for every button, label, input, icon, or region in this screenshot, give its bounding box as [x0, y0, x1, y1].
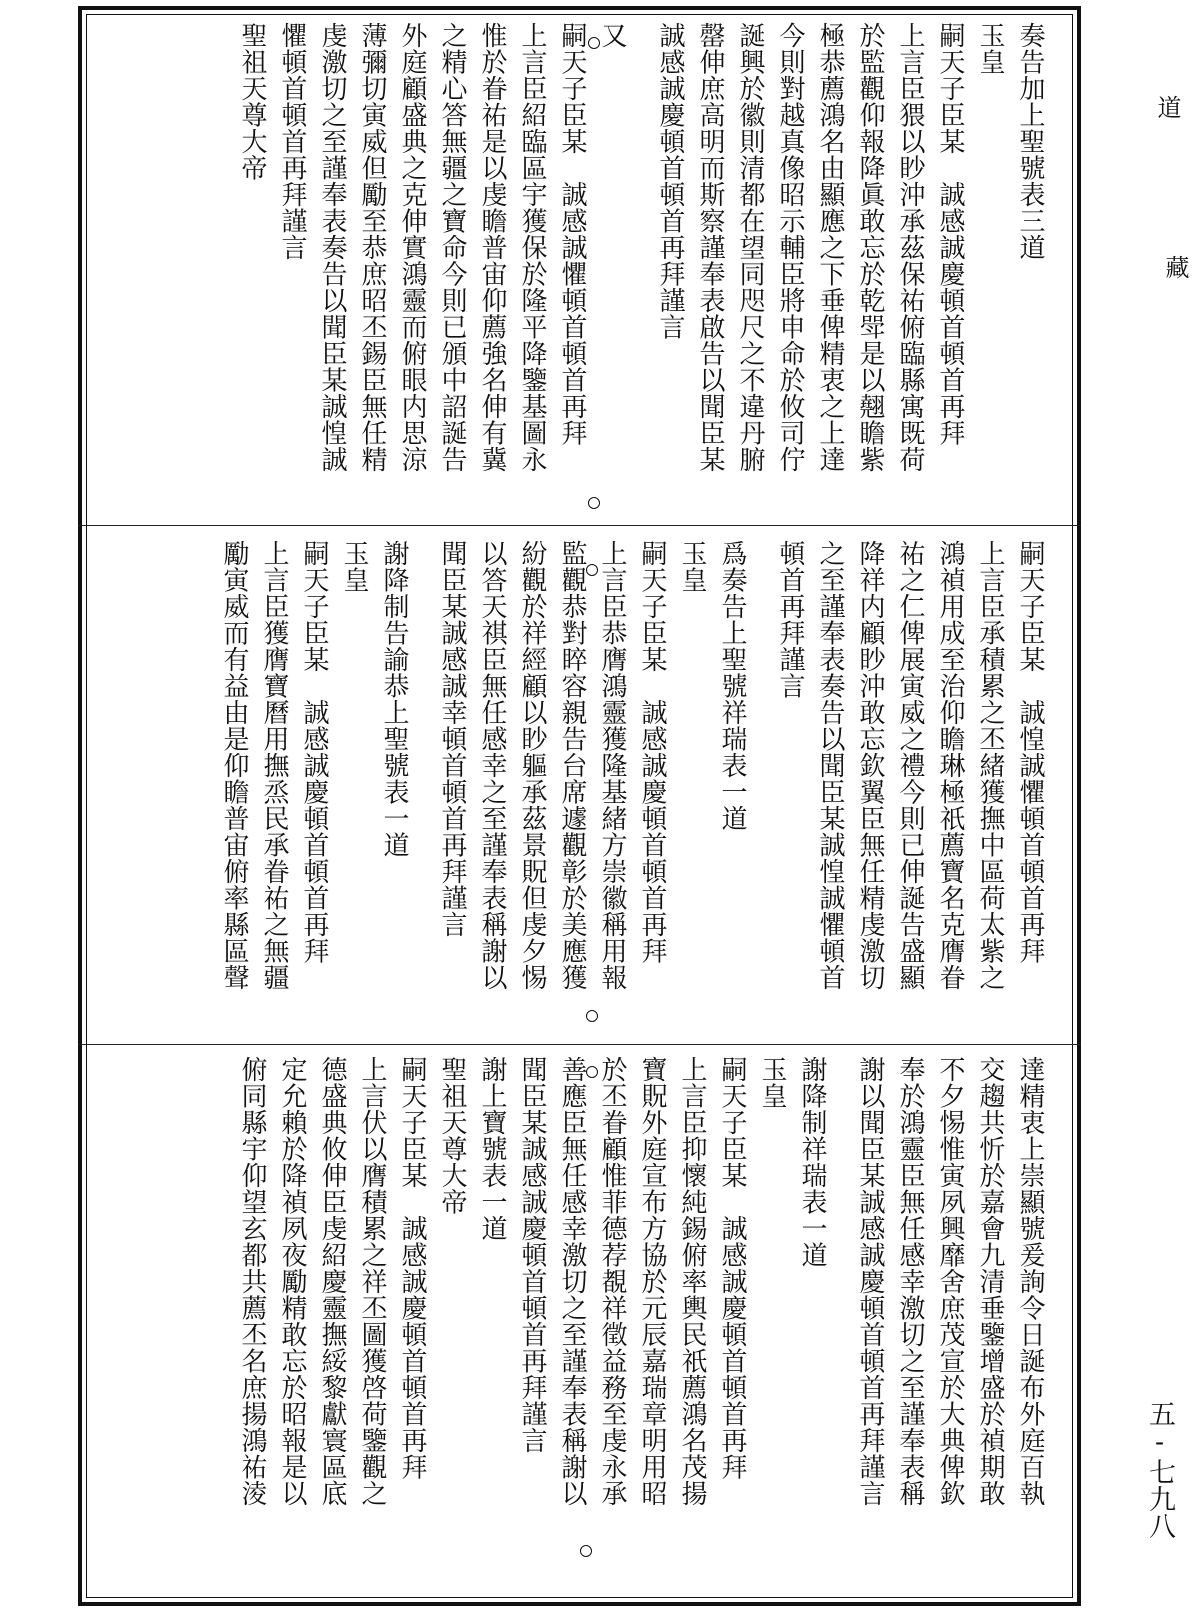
text-column: 謝降制祥瑞表一道 — [797, 1056, 827, 1268]
text-register-bottom — [90, 1056, 1050, 1596]
text-column: 嗣天子臣某 誠惶誠懼頓首頓首再拜 — [1015, 540, 1045, 964]
text-column: 聖祖天尊大帝 — [437, 1056, 467, 1215]
text-column: 奉於鴻靈臣無任感幸激切之至謹奉表稱 — [895, 1056, 925, 1507]
text-column: 頓首再拜謹言 — [775, 540, 805, 699]
text-column — [414, 540, 432, 1034]
text-column: 聞臣某誠感誠慶頓首頓首再拜謹言 — [517, 1056, 547, 1454]
text-column: 善應臣無任感幸激切之至謹奉表稱謝以 — [557, 1056, 587, 1507]
text-column: 外庭顧盛典之克伸實鴻靈而俯眼内思涼 — [397, 22, 427, 473]
text-column: 虔激切之至謹奉表奏告以聞臣某誠惶誠 — [317, 22, 347, 473]
text-column: 降祥内顧眇沖敢忘欽翼臣無任精虔激切 — [855, 540, 885, 991]
section-mark — [586, 564, 598, 576]
section-mark — [586, 1010, 598, 1022]
section-mark — [588, 37, 600, 49]
text-column: 謝以聞臣某誠感誠慶頓首頓首再拜謹言 — [855, 1056, 885, 1507]
text-column: 勵寅威而有益由是仰瞻普宙俯率縣區聲 — [219, 540, 249, 991]
text-column: 玉皇 — [757, 1056, 787, 1109]
margin-top-char: 道 — [1153, 95, 1181, 119]
text-column: 今則對越真像昭示輔臣將申命於攸司佇 — [775, 22, 805, 473]
text-column — [832, 1056, 850, 1596]
text-column: 俯同縣宇仰望玄都共薦丕名庶揚鴻祐淩 — [237, 1056, 267, 1507]
text-column: 鴻禎用成至治仰瞻琳極祇薦寶名克膺眷 — [935, 540, 965, 991]
text-column: 罄伸庶高明而斯察謹奉表啟告以聞臣某 — [695, 22, 725, 473]
text-column: 上言臣恭膺鴻靈獲隆基緒方崇徽稱用報 — [597, 540, 627, 991]
margin-middle-char: 藏 — [1161, 255, 1189, 279]
text-register-top — [90, 22, 1050, 518]
text-column — [752, 540, 770, 1034]
section-mark — [586, 1066, 598, 1078]
text-column: 上言臣承積累之丕緒獲撫中區荷太紫之 — [975, 540, 1005, 991]
section-mark — [588, 497, 600, 509]
text-column: 玉皇 — [975, 22, 1005, 75]
text-column: 定允賴於降禎夙夜勵精敢忘於昭報是以 — [277, 1056, 307, 1507]
text-column: 玉皇 — [677, 540, 707, 593]
column-group — [232, 22, 1050, 518]
text-column: 聞臣某誠感誠幸頓首頓首再拜謹言 — [437, 540, 467, 938]
text-column: 懼頓首頓首再拜謹言 — [277, 22, 307, 261]
text-column: 德盛典攸伸臣虔紹慶靈撫綏黎獻寰區底 — [317, 1056, 347, 1507]
text-column: 又 — [597, 22, 627, 49]
text-column: 嗣天子臣某 誠感誠慶頓首頓首再拜 — [397, 1056, 427, 1480]
text-column: 嗣天子臣某 誠感誠慶頓首頓首再拜 — [717, 1056, 747, 1480]
text-register-middle — [90, 540, 1050, 1034]
text-column: 嗣天子臣某 誠感誠慶頓首頓首再拜 — [637, 540, 667, 964]
text-column: 惟於眷祐是以虔瞻普宙仰薦強名伸有冀 — [477, 22, 507, 473]
register-divider — [78, 525, 1081, 526]
text-column: 嗣天子臣某 誠感誠懼頓首頓首再拜 — [557, 22, 587, 446]
text-column: 於監觀仰報降眞敢忘於乾斝是以翹瞻紫 — [855, 22, 885, 473]
text-column: 上言伏以膺積累之祥丕圖獲啓荷鑒觀之 — [357, 1056, 387, 1507]
text-column — [632, 22, 650, 518]
text-column: 不夕惕惟寅夙興靡舍庶茂宣於大典俾欽 — [935, 1056, 965, 1507]
text-column: 之至謹奉表奏告以聞臣某誠惶誠懼頓首 — [815, 540, 845, 991]
column-group — [214, 540, 1050, 1034]
text-column: 上言臣紹臨區宇獲保於隆平降鑒基圖永 — [517, 22, 547, 473]
text-column: 嗣天子臣某 誠感誠慶頓首頓首再拜 — [935, 22, 965, 446]
text-column: 極恭薦鴻名由顯應之下垂俾精衷之上達 — [815, 22, 845, 473]
text-column: 嗣天子臣某 誠感誠慶頓首頓首再拜 — [299, 540, 329, 964]
text-column: 奏告加上聖號表三道 — [1015, 22, 1045, 261]
text-column: 上言臣抑懷純錫俯率輿民祇薦鴻名茂揚 — [677, 1056, 707, 1507]
section-mark — [580, 1545, 592, 1557]
text-column: 之精心答無疆之寶命今則已頒中詔誕告 — [437, 22, 467, 473]
text-column: 誠感誠慶頓首頓首再拜謹言 — [655, 22, 685, 340]
text-column: 達精衷上崇顯號爰詢令日誕布外庭百執 — [1015, 1056, 1045, 1507]
register-divider — [78, 1044, 1081, 1045]
text-column: 謝降制告諭恭上聖號表一道 — [379, 540, 409, 858]
text-column: 爲奏告上聖號祥瑞表一道 — [717, 540, 747, 832]
text-column: 上言臣獲膺寶曆用撫烝民承眷祐之無疆 — [259, 540, 289, 991]
text-column: 交趨共忻於嘉會九清垂鑒增盛於禎期敢 — [975, 1056, 1005, 1507]
text-column: 紛觀於祥經顧以眇軀承茲景貺但虔夕惕 — [517, 540, 547, 991]
text-column: 誕興於徽則清都在望同咫尺之不違丹腑 — [735, 22, 765, 473]
column-group — [232, 1056, 1050, 1596]
text-column: 聖祖天尊大帝 — [237, 22, 267, 181]
text-column: 玉皇 — [339, 540, 369, 593]
text-column: 上言臣猥以眇沖承茲保祐俯臨縣寓既荷 — [895, 22, 925, 473]
text-column: 薄彌切寅威但勵至恭庶昭丕錫臣無任精 — [357, 22, 387, 473]
text-column: 於丕眷顧惟菲德荐覩祥徵益務至虔永承 — [597, 1056, 627, 1507]
text-column: 祐之仁俾展寅威之禮今則已伸誕告盛顯 — [895, 540, 925, 991]
text-column: 監觀恭對睟容親告台席遽觀彰於美應獲 — [557, 540, 587, 991]
text-column: 以答天祺臣無任感幸之至謹奉表稱謝以 — [477, 540, 507, 991]
text-column: 謝上寶號表一道 — [477, 1056, 507, 1242]
text-column: 寶貺外庭宣布方協於元辰嘉瑞章明用昭 — [637, 1056, 667, 1507]
page-number: 五-七九八 — [1144, 1400, 1175, 1539]
